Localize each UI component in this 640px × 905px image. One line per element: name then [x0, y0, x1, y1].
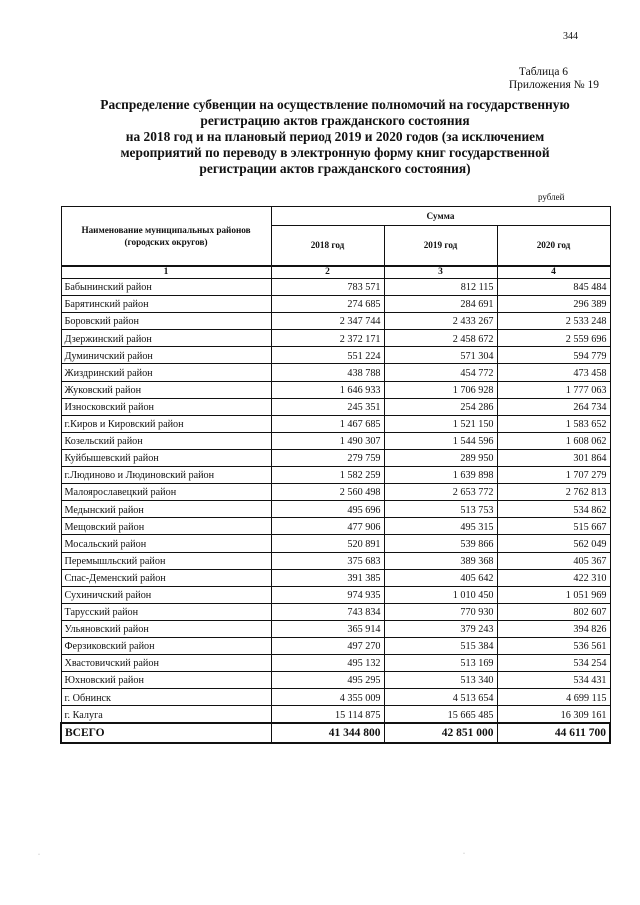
value-2019: 513 753	[384, 501, 497, 518]
table-row	[61, 706, 610, 724]
table-row	[61, 620, 610, 637]
table-row	[61, 467, 610, 484]
value-2019: 1 706 928	[384, 381, 497, 398]
value-2019: 254 286	[384, 398, 497, 415]
value-2020: 1 583 652	[497, 415, 610, 432]
value-2018: 365 914	[271, 620, 384, 637]
value-2020: 802 607	[497, 603, 610, 620]
value-2020: 1 051 969	[497, 586, 610, 603]
district-name: Износковский район	[61, 398, 271, 415]
header-sum-group: Сумма	[271, 207, 610, 226]
value-2020: 2 533 248	[497, 313, 610, 330]
district-name: Жиздринский район	[61, 364, 271, 381]
district-name: Боровский район	[61, 313, 271, 330]
value-2020: 2 559 696	[497, 330, 610, 347]
value-2018: 279 759	[271, 449, 384, 466]
value-2020: 473 458	[497, 364, 610, 381]
value-2018: 2 347 744	[271, 313, 384, 330]
value-2019: 379 243	[384, 620, 497, 637]
value-2020: 422 310	[497, 569, 610, 586]
value-2018: 1 646 933	[271, 381, 384, 398]
value-2020: 1 608 062	[497, 432, 610, 449]
value-2019: 4 513 654	[384, 689, 497, 706]
value-2018: 783 571	[271, 279, 384, 296]
total-2019: 42 851 000	[384, 723, 497, 743]
value-2019: 539 866	[384, 535, 497, 552]
district-name: Ульяновский район	[61, 620, 271, 637]
district-name: Куйбышевский район	[61, 449, 271, 466]
district-name: Малоярославецкий район	[61, 484, 271, 501]
district-name: Тарусский район	[61, 603, 271, 620]
total-label: ВСЕГО	[61, 723, 271, 743]
column-number: 2	[271, 266, 384, 279]
scan-speck: ·	[38, 852, 40, 858]
value-2019: 2 433 267	[384, 313, 497, 330]
table-body	[61, 279, 610, 724]
value-2018: 438 788	[271, 364, 384, 381]
column-number: 3	[384, 266, 497, 279]
district-name: Дзержинский район	[61, 330, 271, 347]
value-2019: 1 639 898	[384, 467, 497, 484]
value-2020: 1 777 063	[497, 381, 610, 398]
district-name: Мещовский район	[61, 518, 271, 535]
table-row	[61, 347, 610, 364]
district-name: Сухиничский район	[61, 586, 271, 603]
header-year-2020: 2020 год	[497, 226, 610, 266]
value-2018: 1 467 685	[271, 415, 384, 432]
table-row	[61, 398, 610, 415]
table-row	[61, 381, 610, 398]
value-2018: 1 582 259	[271, 467, 384, 484]
value-2020: 1 707 279	[497, 467, 610, 484]
value-2018: 974 935	[271, 586, 384, 603]
value-2018: 743 834	[271, 603, 384, 620]
district-name: Думиничский район	[61, 347, 271, 364]
value-2019: 289 950	[384, 449, 497, 466]
table-row	[61, 330, 610, 347]
value-2020: 394 826	[497, 620, 610, 637]
district-name: Бабынинский район	[61, 279, 271, 296]
total-row	[61, 723, 610, 743]
total-2018: 41 344 800	[271, 723, 384, 743]
value-2020: 2 762 813	[497, 484, 610, 501]
district-name: Барятинский район	[61, 296, 271, 313]
value-2018: 274 685	[271, 296, 384, 313]
title-line: мероприятий по переводу в электронную форму книг государственной	[120, 145, 550, 160]
district-name: Жуковский район	[61, 381, 271, 398]
table-row	[61, 296, 610, 313]
district-name: Козельский район	[61, 432, 271, 449]
value-2019: 284 691	[384, 296, 497, 313]
district-name: Спас-Деменский район	[61, 569, 271, 586]
table-row	[61, 484, 610, 501]
title-line: Распределение субвенции на осуществление полномочий на государственную	[100, 97, 570, 112]
value-2020: 536 561	[497, 637, 610, 654]
value-2018: 1 490 307	[271, 432, 384, 449]
value-2018: 495 132	[271, 655, 384, 672]
table-row	[61, 689, 610, 706]
title-line: регистрации актов гражданского состояния)	[199, 161, 471, 176]
district-name: г. Калуга	[61, 706, 271, 724]
value-2018: 520 891	[271, 535, 384, 552]
table-row	[61, 449, 610, 466]
district-name: Ферзиковский район	[61, 637, 271, 654]
value-2019: 812 115	[384, 279, 497, 296]
page-number: 344	[563, 31, 578, 42]
value-2020: 534 862	[497, 501, 610, 518]
value-2019: 1 521 150	[384, 415, 497, 432]
value-2019: 2 653 772	[384, 484, 497, 501]
value-2018: 495 696	[271, 501, 384, 518]
table-row	[61, 279, 610, 296]
value-2020: 534 254	[497, 655, 610, 672]
value-2019: 515 384	[384, 637, 497, 654]
table-label-line2: Приложения № 19	[508, 79, 599, 91]
table-row	[61, 313, 610, 330]
value-2018: 551 224	[271, 347, 384, 364]
value-2018: 15 114 875	[271, 706, 384, 724]
value-2020: 405 367	[497, 552, 610, 569]
value-2018: 495 295	[271, 672, 384, 689]
total-2020: 44 611 700	[497, 723, 610, 743]
value-2020: 296 389	[497, 296, 610, 313]
district-name: Перемышльский район	[61, 552, 271, 569]
title-line: регистрацию актов гражданского состояния	[200, 113, 470, 128]
column-number: 1	[61, 266, 271, 279]
value-2018: 391 385	[271, 569, 384, 586]
header-year-2019: 2019 год	[384, 226, 497, 266]
value-2019: 513 340	[384, 672, 497, 689]
value-2018: 245 351	[271, 398, 384, 415]
value-2020: 594 779	[497, 347, 610, 364]
table-row	[61, 552, 610, 569]
value-2019: 2 458 672	[384, 330, 497, 347]
document-title	[55, 97, 615, 177]
table-row	[61, 535, 610, 552]
header-name-column: Наименование муниципальных районов (городских округов)	[61, 207, 271, 267]
value-2020: 534 431	[497, 672, 610, 689]
value-2019: 571 304	[384, 347, 497, 364]
table-row	[61, 569, 610, 586]
table-row	[61, 518, 610, 535]
table-row	[61, 415, 610, 432]
subvention-table	[60, 206, 611, 744]
value-2018: 4 355 009	[271, 689, 384, 706]
value-2019: 389 368	[384, 552, 497, 569]
value-2020: 4 699 115	[497, 689, 610, 706]
scan-speck: ·	[463, 851, 465, 857]
value-2020: 515 667	[497, 518, 610, 535]
district-name: Медынский район	[61, 501, 271, 518]
table-row	[61, 501, 610, 518]
table-row	[61, 364, 610, 381]
value-2020: 301 864	[497, 449, 610, 466]
column-number: 4	[497, 266, 610, 279]
units-label: рублей	[538, 192, 565, 202]
district-name: г. Обнинск	[61, 689, 271, 706]
value-2019: 454 772	[384, 364, 497, 381]
table-row	[61, 672, 610, 689]
value-2018: 497 270	[271, 637, 384, 654]
value-2018: 2 372 171	[271, 330, 384, 347]
value-2020: 16 309 161	[497, 706, 610, 724]
district-name: Мосальский район	[61, 535, 271, 552]
value-2019: 405 642	[384, 569, 497, 586]
table-row	[61, 603, 610, 620]
table-label-line1: Таблица 6	[518, 66, 569, 78]
value-2019: 770 930	[384, 603, 497, 620]
district-name: г.Людиново и Людиновский район	[61, 467, 271, 484]
value-2020: 562 049	[497, 535, 610, 552]
value-2019: 1 010 450	[384, 586, 497, 603]
value-2020: 264 734	[497, 398, 610, 415]
value-2018: 477 906	[271, 518, 384, 535]
district-name: Юхновский район	[61, 672, 271, 689]
table-label	[509, 66, 599, 92]
table-row	[61, 637, 610, 654]
value-2020: 845 484	[497, 279, 610, 296]
table-row	[61, 586, 610, 603]
header-year-2018: 2018 год	[271, 226, 384, 266]
district-name: г.Киров и Кировский район	[61, 415, 271, 432]
value-2019: 495 315	[384, 518, 497, 535]
value-2019: 513 169	[384, 655, 497, 672]
value-2019: 1 544 596	[384, 432, 497, 449]
district-name: Хвастовичский район	[61, 655, 271, 672]
value-2018: 2 560 498	[271, 484, 384, 501]
value-2018: 375 683	[271, 552, 384, 569]
value-2019: 15 665 485	[384, 706, 497, 724]
table-row	[61, 432, 610, 449]
table-row	[61, 655, 610, 672]
title-line: на 2018 год и на плановый период 2019 и 2020 годов (за исключением	[125, 129, 545, 144]
